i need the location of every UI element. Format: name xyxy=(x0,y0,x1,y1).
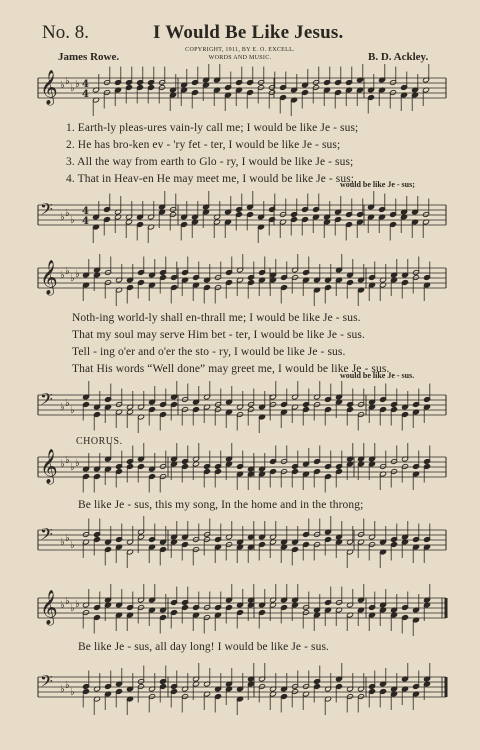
verse-line-4b: That His words “Well done” may greet me, I would be like Je - sus. xyxy=(72,363,390,375)
bass-clef: 𝄢 xyxy=(40,389,53,413)
chorus-line-2: Be like Je - sus, all day long! I would be like Je - sus. xyxy=(78,641,329,653)
treble-clef: 𝄞 xyxy=(40,449,58,484)
hymn-number: No. 8. xyxy=(42,22,89,43)
verse-line-3a: 3. All the way from earth to Glo - ry, I would be like Je - sus; xyxy=(66,156,354,168)
chorus-label: CHORUS. xyxy=(76,436,123,447)
time-signature: 4 xyxy=(82,89,89,100)
flat-sign: ♭ xyxy=(65,266,70,277)
flat-sign: ♭ xyxy=(60,459,65,470)
words-and-music-line: WORDS AND MUSIC. xyxy=(208,55,272,61)
flat-sign: ♭ xyxy=(70,83,75,94)
time-signature: 4 xyxy=(82,79,89,90)
hymn-title: I Would Be Like Jesus. xyxy=(153,22,344,43)
treble-clef: 𝄞 xyxy=(40,70,58,105)
copyright-line: COPYRIGHT, 1911, BY E. O. EXCELL. xyxy=(185,47,295,53)
flat-sign: ♭ xyxy=(60,270,65,281)
flat-sign: ♭ xyxy=(70,603,75,614)
bass-clef: 𝄢 xyxy=(40,524,53,548)
time-signature: 4 xyxy=(82,206,89,217)
treble-clef: 𝄞 xyxy=(40,590,58,625)
flat-sign: ♭ xyxy=(70,273,75,284)
flat-sign: ♭ xyxy=(65,596,70,607)
flat-sign: ♭ xyxy=(70,462,75,473)
bass-clef: 𝄢 xyxy=(40,671,53,695)
flat-sign: ♭ xyxy=(60,402,65,413)
flat-sign: ♭ xyxy=(75,79,80,90)
flat-sign: ♭ xyxy=(60,212,65,223)
treble-clef: 𝄞 xyxy=(40,260,58,295)
flat-sign: ♭ xyxy=(70,215,75,226)
flat-sign: ♭ xyxy=(60,684,65,695)
flat-sign: ♭ xyxy=(70,540,75,551)
flat-sign: ♭ xyxy=(65,76,70,87)
flat-sign: ♭ xyxy=(65,680,70,691)
flat-sign: ♭ xyxy=(60,600,65,611)
chorus-line-1: Be like Je - sus, this my song, In the home and in the throng; xyxy=(78,499,364,511)
bass-clef: 𝄢 xyxy=(40,199,53,223)
flat-sign: ♭ xyxy=(70,405,75,416)
verse-line-4a: 4. That in Heav-en He may meet me, I would be like Je - sus; xyxy=(66,173,355,185)
flat-sign: ♭ xyxy=(60,537,65,548)
bass-echo-1: would be like Je - sus; xyxy=(340,180,415,189)
time-signature: 4 xyxy=(82,216,89,227)
verse-line-2a: 2. He has bro-ken ev - 'ry fet - ter, I would be like Je - sus; xyxy=(66,139,341,151)
flat-sign: ♭ xyxy=(75,599,80,610)
flat-sign: ♭ xyxy=(65,533,70,544)
verse-line-3b: Tell - ing o'er and o'er the sto - ry, I would be like Je - sus. xyxy=(72,346,346,358)
flat-sign: ♭ xyxy=(75,269,80,280)
flat-sign: ♭ xyxy=(70,687,75,698)
verse-line-2b: That my soul may serve Him bet - ter, I would be like Je - sus. xyxy=(72,329,365,341)
flat-sign: ♭ xyxy=(75,458,80,469)
flat-sign: ♭ xyxy=(65,208,70,219)
verse-line-1a: 1. Earth-ly pleas-ures vain-ly call me; I would be like Je - sus; xyxy=(66,122,359,134)
lyricist: James Rowe. xyxy=(58,51,120,63)
flat-sign: ♭ xyxy=(65,398,70,409)
flat-sign: ♭ xyxy=(65,455,70,466)
composer: B. D. Ackley. xyxy=(368,51,429,63)
verse-line-1b: Noth-ing world-ly shall en-thrall me; I would be like Je - sus. xyxy=(72,312,361,324)
bass-echo-2: would be like Je - sus. xyxy=(340,371,415,380)
flat-sign: ♭ xyxy=(60,80,65,91)
